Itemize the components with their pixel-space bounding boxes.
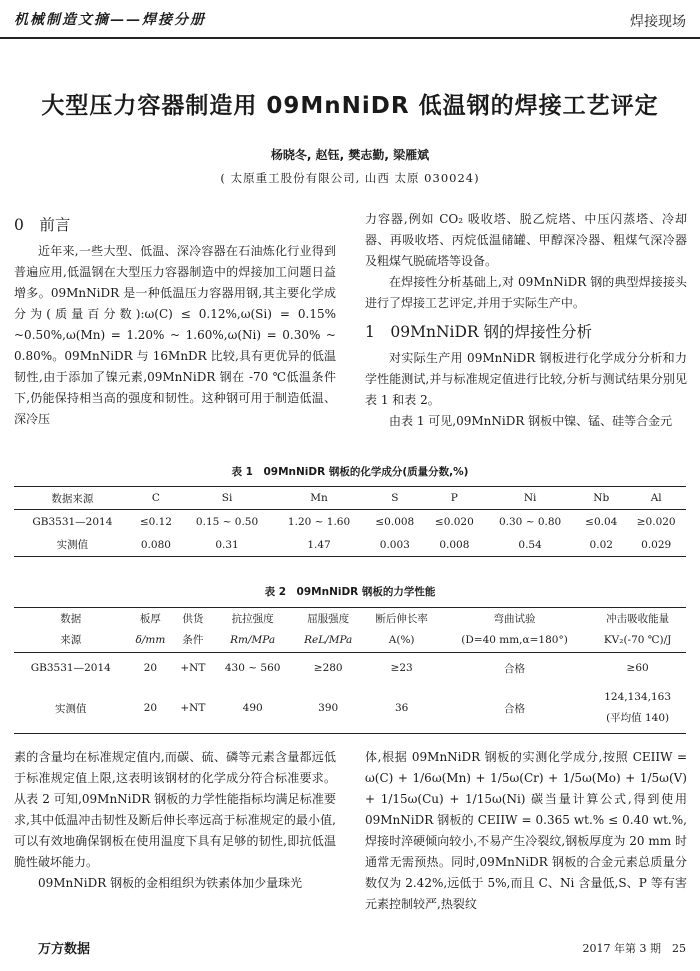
table-cell: 0.02 — [589, 538, 613, 551]
table-2-header-cell: 数据 来源 — [14, 608, 128, 653]
table-1-header-cell: Mn — [273, 487, 365, 510]
intro-paragraph-1: 近年来,一些大型、低温、深冷容器在石油炼化行业得到普遍应用,低温钢在大型压力容器制造中的焊接加工问题日益增多。09MnNiDR 是一种低温压力容器用钢,其主要化学成分为(质量百分数):ω(C) ≤ 0.12%,ω(Si) = 0.15% ~0.50%,ω(Mn) = 1.20% ~ 1.60%,ω(Ni) = 0.30% ~ 0.80%。09MnNiDR 与 16MnDR 比较,具有更优异的低温韧性,由于添加了镍元素,09MnNiDR 钢在 -70 ℃低温条件下,仍能保持相当高的强度和韧性。这种钢可用于制造低温、深冷压 — [14, 244, 336, 426]
table-2-header-cell: 弯曲试验 (D=40 mm,α=180°) — [440, 608, 589, 653]
table-2-header-cell: 断后伸长率 A(%) — [363, 608, 439, 653]
page-number: 2017 年第 3 期 25 — [582, 942, 686, 955]
section-0-heading: 0 前言 — [14, 216, 71, 234]
table-cell: 0.31 — [215, 538, 239, 551]
table-row — [14, 533, 686, 557]
table-2-caption: 表 2 09MnNiDR 钢板的力学性能 — [264, 586, 436, 598]
table-cell: +NT — [180, 702, 206, 714]
table-2-mechanical-properties — [14, 607, 686, 734]
paper-title: 大型压力容器制造用 09MnNiDR 低温钢的焊接工艺评定 — [41, 93, 659, 119]
impact-average: (平均值 140) — [606, 712, 670, 724]
table-2-header-cell: 供货 条件 — [173, 608, 212, 653]
table-cell: 0.029 — [641, 538, 672, 551]
table-cell: +NT — [180, 662, 206, 674]
table-1-chemical-composition — [14, 486, 686, 557]
section-1-paragraph-1: 对实际生产用 09MnNiDR 钢板进行化学成分分析和力学性能测试,并与标准规定值进行比较,分析与测试结果分别见表 1 和表 2。 — [365, 351, 687, 407]
table-1-header-cell: S — [365, 487, 425, 510]
intro-paragraph-1-cont: 力容器,例如 CO₂ 吸收塔、脱乙烷塔、中压闪蒸塔、冷却器、再吸收塔、丙烷低温储罐、甲醇深冷器、粗煤气深冷器及粗煤气脱硫塔等设备。 — [365, 212, 687, 268]
table-cell: 20 — [143, 702, 158, 714]
table-cell: 0.30 ~ 0.80 — [498, 515, 562, 528]
table-cell: 430 ~ 560 — [224, 662, 281, 674]
microstructure-paragraph: 09MnNiDR 钢板的金相组织为铁素体加少量珠光 — [38, 876, 303, 890]
table-1-header-cell: Al — [626, 487, 686, 510]
table-cell: GB3531—2014 — [30, 662, 111, 674]
table-cell: ≤0.008 — [375, 515, 415, 528]
column-right-top — [365, 209, 687, 432]
table-2-header-cell: 抗拉强度 Rm/MPa — [212, 608, 292, 653]
table-cell: ≥280 — [313, 662, 343, 674]
table-cell: 390 — [318, 702, 339, 714]
table-cell: 1.47 — [307, 538, 331, 551]
table-cell: 36 — [394, 702, 409, 714]
table-cell: 490 — [242, 702, 263, 714]
header-rule — [0, 37, 700, 39]
running-header — [0, 0, 700, 40]
table-cell: GB3531—2014 — [32, 515, 113, 528]
table-1-header-cell: Ni — [484, 487, 576, 510]
table-2-header-cell: 板厚 δ/mm — [128, 608, 174, 653]
section-name: 焊接现场 — [630, 14, 686, 30]
table-cell — [589, 683, 686, 734]
journal-name: 机械制造文摘——焊接分册 — [14, 12, 206, 28]
carbon-equivalent-paragraph: 体,根据 09MnNiDR 钢板的实测化学成分,按照 CEIIW = ω(C) + 1/6ω(Mn) + 1/5ω(Cr) + 1/5ω(Mo) + 1/5ω(V) + 1/15ω(Cu) + 1/15ω(Ni) 碳当量计算公式,得到使用 09MnNiDR 钢板的 CEIIW = 0.365 wt.% ≤ 0.40 wt.%,焊接时淬硬倾向较小,不易产生冷裂纹,钢板厚度为 20 mm 时通常无需预热。同时,09MnNiDR 钢板的合金元素总质量分数仅为 2.42%,远低于 5%,而且 C、Ni 含量低,S、P 等有害元素控制较严,热裂纹 — [365, 750, 687, 911]
table-cell: 实测值 — [55, 702, 87, 715]
table-2-header-row — [14, 608, 686, 653]
table-cell: ≥23 — [390, 662, 413, 674]
table-cell: 0.080 — [140, 538, 171, 551]
table-1-header-cell: C — [131, 487, 181, 510]
table-cell: 20 — [143, 662, 158, 674]
table-2-header-cell: 冲击吸收能量 KV₂(-70 ℃)/J — [589, 608, 686, 653]
analysis-paragraph-cont: 素的含量均在标准规定值内,而碳、硫、磷等元素含量都远低于标准规定值上限,这表明该钢材的化学成分符合标准要求。从表 2 可知,09MnNiDR 钢板的力学性能指标均满足标准要求,其中低温冲击韧性及断后伸长率远高于标准规定的最小值,可以有效地确保钢板在使用温度下具有足够的韧性,即抗低温脆性破坏能力。 — [14, 750, 336, 869]
table-cell: ≥60 — [626, 662, 649, 674]
intro-paragraph-2: 在焊接性分析基础上,对 09MnNiDR 钢的典型焊接接头进行了焊接工艺评定,并用于实际生产中。 — [365, 275, 687, 310]
table-row — [14, 683, 686, 734]
table-cell: ≤0.04 — [585, 515, 618, 528]
table-cell: 0.15 ~ 0.50 — [195, 515, 259, 528]
section-1-paragraph-2: 由表 1 可见,09MnNiDR 钢板中镍、锰、硅等合金元 — [389, 414, 673, 428]
footer-watermark: 万方数据 — [38, 942, 91, 957]
table-cell: ≤0.12 — [139, 515, 172, 528]
table-cell: ≥0.020 — [636, 515, 676, 528]
table-cell: 0.008 — [439, 538, 470, 551]
impact-values: 124,134,163 — [604, 691, 672, 703]
affiliation: ( 太原重工股份有限公司, 山西 太原 030024) — [220, 171, 480, 185]
table-cell: 1.20 ~ 1.60 — [287, 515, 351, 528]
table-1-header-cell: 数据来源 — [14, 487, 131, 510]
table-1-header-row — [14, 487, 686, 510]
table-cell: 0.003 — [379, 538, 410, 551]
column-left-top — [14, 213, 336, 430]
column-left-bottom — [14, 747, 336, 894]
table-cell: ≤0.020 — [434, 515, 474, 528]
authors: 杨晓冬, 赵钰, 樊志勤, 梁雁斌 — [270, 148, 430, 162]
section-1-heading: 1 09MnNiDR 钢的焊接性分析 — [365, 323, 592, 341]
table-2-header-cell: 屈服强度 ReL/MPa — [293, 608, 364, 653]
table-1-caption: 表 1 09MnNiDR 钢板的化学成分(质量分数,%) — [231, 466, 469, 478]
table-row — [14, 510, 686, 534]
column-right-bottom — [365, 747, 687, 915]
table-1-header-cell: Si — [181, 487, 273, 510]
table-cell: 合格 — [504, 662, 526, 675]
table-1-header-cell: Nb — [576, 487, 626, 510]
table-row — [14, 653, 686, 684]
table-cell: 合格 — [504, 702, 526, 715]
table-1-header-cell: P — [425, 487, 485, 510]
table-cell: 0.54 — [518, 538, 542, 551]
table-cell: 实测值 — [56, 539, 89, 551]
